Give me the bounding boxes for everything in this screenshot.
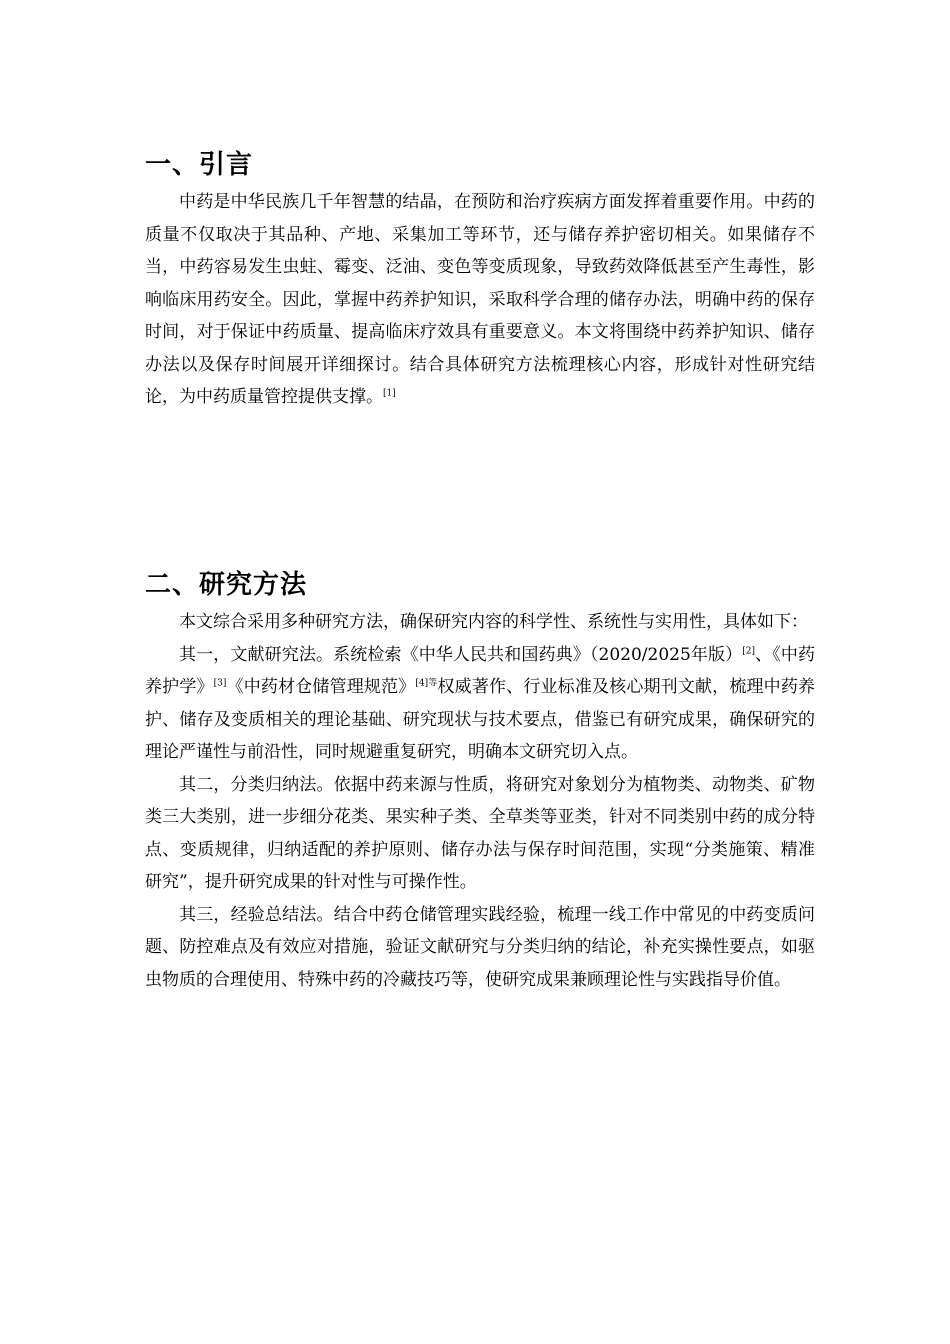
paragraph-method-classification: 其二，分类归纳法。依据中药来源与性质，将研究对象划分为植物类、动物类、矿物类三大类别，进一步细分花类、果实种子类、全草类等亚类，针对不同类别中药的成分特点、变质规律，归纳适配的养护原则、储存办法与保存时间范围，实现“分类施策、精准研究”，提升研究成果的针对性与可操作性。 — [145, 774, 815, 892]
paragraph — [145, 186, 815, 414]
paragraph-text: 中药是中华民族几千年智慧的结晶，在预防和治疗疾病方面发挥着重要作用。中药的质量不仅取决于其品种、产地、采集加工等环节，还与储存养护密切相关。如果储存不当，中药容易发生虫蛀、霉变、泛油、变色等变质现象，导致药效降低甚至产生毒性，影响临床用药安全。因此，掌握中药养护知识，采取科学合理的储存办法，明确中药的保存时间，对于保证中药质量、提高临床疗效具有重要意义。本文将围绕中药养护知识、储存办法以及保存时间展开详细探讨。结合具体研究方法梳理核心内容，形成针对性研究结论，为中药质量管控提供支撑。 — [145, 192, 815, 407]
section-introduction — [145, 150, 815, 414]
section-heading: 二、研究方法 — [145, 570, 308, 600]
citation-marker[interactable]: [4]等 — [415, 678, 438, 689]
section-heading: 一、引言 — [145, 150, 254, 180]
paragraph-method-literature — [145, 639, 815, 769]
citation-marker[interactable]: [3] — [213, 678, 227, 689]
paragraph-text: 权威著作、行业标准及核心期刊文献，梳理中药养护、储存及变质相关的理论基础、研究现状与技术要点，借鉴已有研究成果，确保研究的理论严谨性与前沿性，同时规避重复研究，明确本文研究切入点。 — [145, 677, 816, 762]
paragraph-text: 其一，文献研究法。系统检索《中华人民共和国药典》（2020/2025年版） — [179, 644, 743, 665]
paragraph-method-experience: 其三，经验总结法。结合中药仓储管理实践经验，梳理一线工作中常见的中药变质问题、防控难点及有效应对措施，验证文献研究与分类归纳的结论，补充实操性要点，如驱虫物质的合理使用、特殊中药的冷藏技巧等，使研究成果兼顾理论性与实践指导价值。 — [145, 904, 815, 990]
citation-marker[interactable]: [1] — [383, 388, 396, 399]
paragraph-intro: 本文综合采用多种研究方法，确保研究内容的科学性、系统性与实用性，具体如下： — [179, 612, 808, 632]
paragraph-text: 《中药材仓储管理规范》 — [226, 677, 416, 697]
citation-marker[interactable]: [2] — [742, 645, 756, 656]
paragraph-text: 、《中药养护学》 — [145, 644, 815, 697]
section-research-methods — [145, 570, 815, 996]
